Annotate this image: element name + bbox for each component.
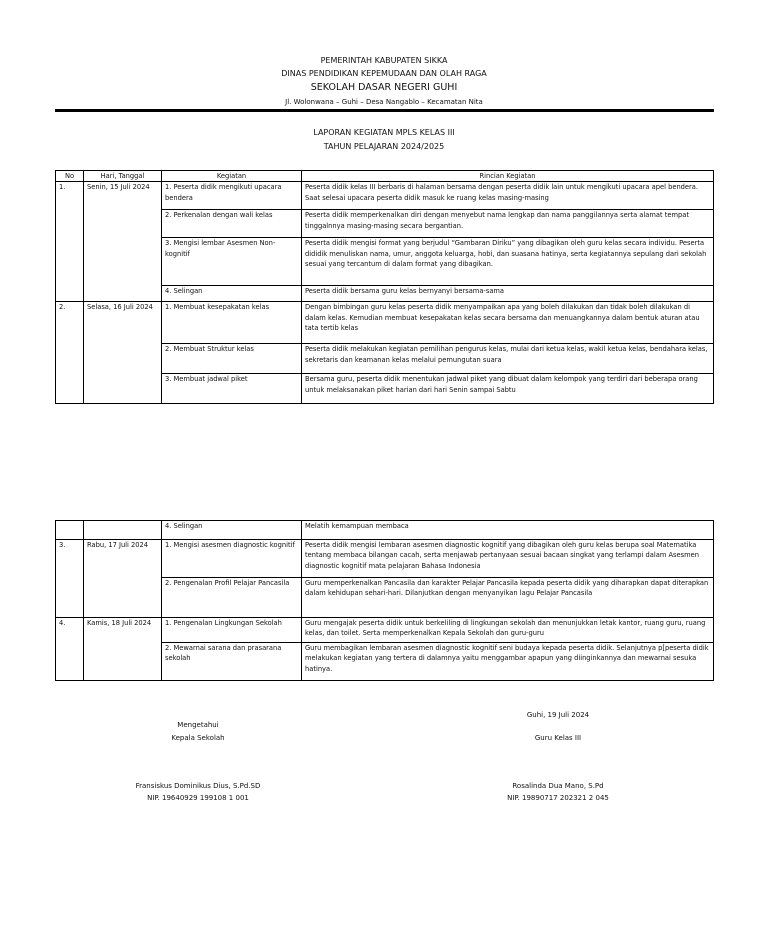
row-detail: Peserta didik melakukan kegiatan pemilihan pengurus kelas, mulai dari ketua kelas, wakil ketua kelas, bendahara kelas, sekretaris dan keamanan kelas melalui pemungutan suara [302, 344, 714, 374]
row-no: 3. [56, 540, 84, 618]
row-date: Rabu, 17 Juli 2024 [84, 540, 162, 618]
header-school: SEKOLAH DASAR NEGERI GUHI [310, 82, 458, 93]
signature-left-known: Mengetahui [177, 721, 219, 729]
col-header-activity: Kegiatan [162, 171, 302, 182]
header-department: DINAS PENDIDIKAN KEPEMUDAAN DAN OLAH RAGA [281, 69, 487, 78]
signature-right-role: Guru Kelas III [534, 734, 582, 742]
row-detail: Bersama guru, peserta didik menentukan jadwal piket yang dibuat dalam kelompok yang terdiri dari beberapa orang untuk melaksanakan piket harian dari hari Senin sampai Sabtu [302, 374, 714, 404]
row-activity: 2. Perkenalan dengan wali kelas [162, 210, 302, 238]
activity-table-2 [55, 520, 714, 681]
table-row [56, 540, 714, 578]
row-detail: Peserta didik mengisi lembaran asesmen diagnostic kognitif yang dibagikan oleh guru kelas berupa soal Matematika tentang membaca bilangan cacah, serta menjawab pertanyaan sesuai bacaan singkat yang terlampi dalam Asesmen diagnostic kognitif mata pelajaran Bahasa Indonesia [302, 540, 714, 578]
activity-table-1 [55, 170, 714, 404]
col-header-detail: Rincian Kegiatan [302, 171, 714, 182]
signature-right-date: Guhi, 19 Juli 2024 [526, 711, 590, 719]
table-row [56, 618, 714, 643]
table-header-row [56, 171, 714, 182]
row-date: Senin, 15 Juli 2024 [84, 182, 162, 302]
signature-right-name: Rosalinda Dua Mano, S.Pd [512, 782, 604, 790]
signature-left-name: Fransiskus Dominikus Dius, S.Pd.SD [135, 782, 261, 790]
row-activity: 3. Mengisi lembar Asesmen Non-kognitif [162, 238, 302, 286]
row-detail: Peserta didik kelas III berbaris di halaman bersama dengan peserta didik lain untuk mengikuti upacara apel bendera. Saat selesai upacara peserta didik masuk ke ruang kelas masing-masing [302, 182, 714, 210]
row-detail: Guru memperkenalkan Pancasila dan karakter Pelajar Pancasila kepada peserta didik yang diharapkan dapat diterapkan dalam kehidupan sehari-hari. Dilanjutkan dengan menyanyikan lagu Pelajar Pancasila [302, 578, 714, 618]
signature-left-role: Kepala Sekolah [171, 734, 225, 742]
signature-left-nip: NIP. 19640929 199108 1 001 [147, 794, 249, 802]
row-detail: Peserta didik memperkenalkan diri dengan menyebut nama lengkap dan nama panggilannya serta alamat tempat tinggalnnya masing-masing secara bergantian. [302, 210, 714, 238]
table-row [56, 521, 714, 540]
row-date: Selasa, 16 Juli 2024 [84, 302, 162, 404]
row-activity: 4. Selingan [162, 286, 302, 302]
report-title: LAPORAN KEGIATAN MPLS KELAS III [313, 128, 455, 137]
row-activity: 1. Mengisi asesmen diagnostic kognitif [162, 540, 302, 578]
row-activity: 1. Peserta didik mengikuti upacara bendera [162, 182, 302, 210]
row-date: Kamis, 18 Juli 2024 [84, 618, 162, 681]
row-activity: 2. Pengenalan Profil Pelajar Pancasila [162, 578, 302, 618]
row-no: 1. [56, 182, 84, 302]
row-detail: Dengan bimbingan guru kelas peserta didik menyampaikan apa yang boleh dilakukan dan tidak boleh dilakukan di dalam kelas. Kemudian membuat kesepakatan kelas secara bersama dan menuangkannya dalam bentuk aturan atau tata tertib kelas [302, 302, 714, 344]
report-year: TAHUN PELAJARAN 2024/2025 [323, 142, 445, 151]
row-activity: 2. Mewarnai sarana dan prasarana sekolah [162, 643, 302, 681]
signature-right-nip: NIP. 19890717 202321 2 045 [507, 794, 609, 802]
col-header-date: Hari, Tanggal [84, 171, 162, 182]
row-no: 4. [56, 618, 84, 681]
row-activity: 1. Pengenalan Lingkungan Sekolah [162, 618, 302, 643]
row-detail: Guru membagikan lembaran asesmen diagnostic kognitif seni budaya kepada peserta didik. Selanjutnya p[peserta didik melakukan kegiatan yang tertera di dalamnya yaitu menggambar apapun yang diinginkannya dan mewarnai sesuka hatinya. [302, 643, 714, 681]
row-activity: 1. Membuat kesepakatan kelas [162, 302, 302, 344]
row-activity: 3. Membuat jadwal piket [162, 374, 302, 404]
row-detail: Guru mengajak peserta didik untuk berkeliling di lingkungan sekolah dan menunjukkan letak kantor, ruang guru, ruang kelas, dan toilet. Serta memperkenalkan Kepala Sekolah dan guru-guru [302, 618, 714, 643]
table-row [56, 182, 714, 210]
header-address: Jl. Wolonwana – Guhi – Desa Nangablo – Kecamatan Nita [285, 98, 483, 106]
row-no [56, 521, 84, 540]
row-detail: Melatih kemampuan membaca [302, 521, 714, 540]
row-detail: Peserta didik mengisi format yang berjudul “Gambaran Diriku” yang dibagikan oleh guru kelas secara individu. Peserta dididik menuliskan nama, umur, anggota keluarga, hobi, dan suasana hatinya, serta kegiatannya sepulang dari sekolah sesuai yang tercantum di dalam format yang dibagikan. [302, 238, 714, 286]
row-date [84, 521, 162, 540]
row-activity: 2. Membuat Struktur kelas [162, 344, 302, 374]
header-government: PEMERINTAH KABUPATEN SIKKA [320, 56, 448, 65]
col-header-no: No [56, 171, 84, 182]
row-activity: 4. Selingan [162, 521, 302, 540]
row-no: 2. [56, 302, 84, 404]
row-detail: Peserta didik bersama guru kelas bernyanyi bersama-sama [302, 286, 714, 302]
header-divider [55, 109, 714, 112]
table-row [56, 302, 714, 344]
